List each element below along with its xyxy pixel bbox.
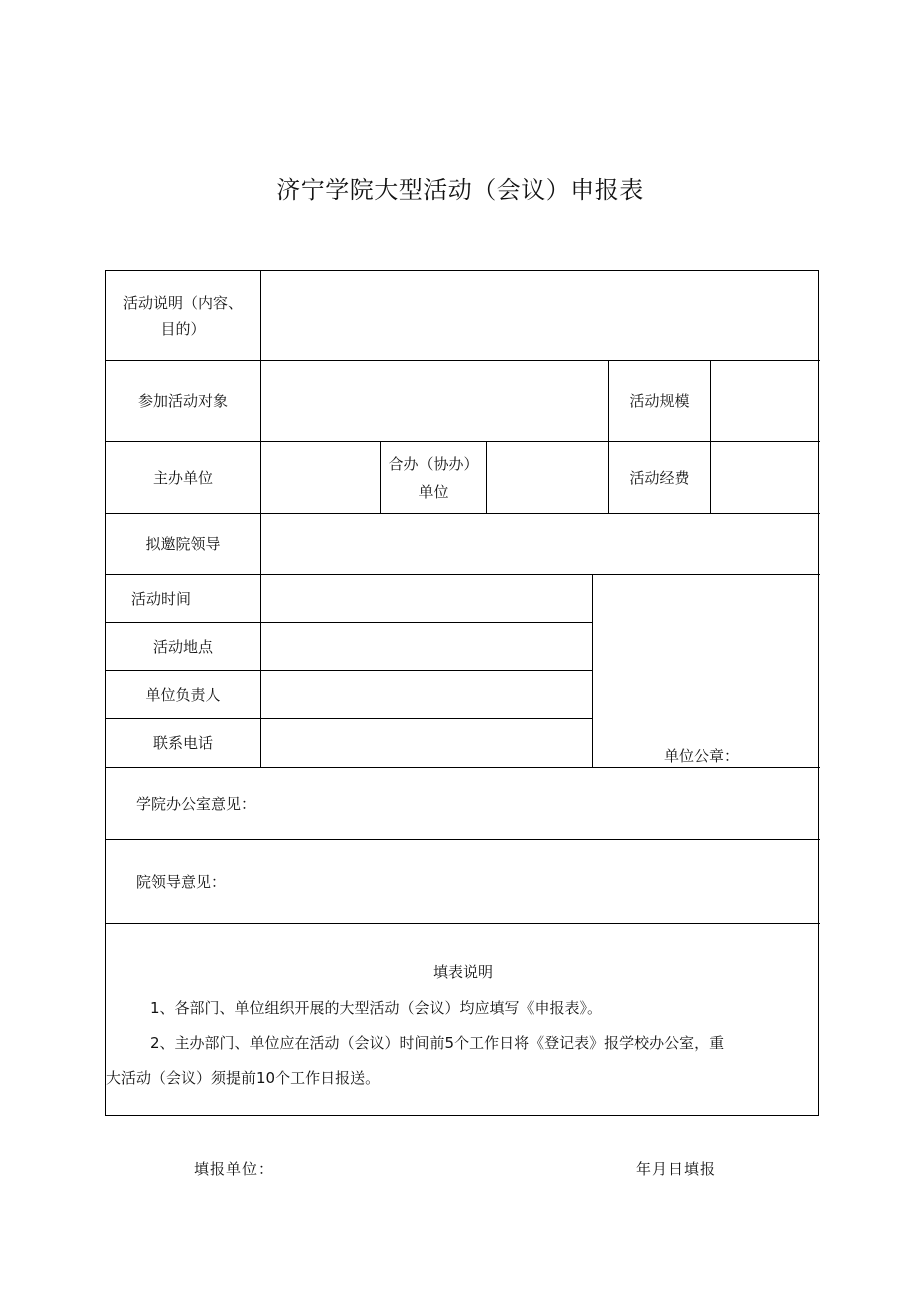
leader-opinion-label: 院领导意见： — [136, 872, 227, 891]
page-title: 济宁学院大型活动（会议）申报表 — [276, 176, 644, 204]
budget-label: 活动经费 — [629, 468, 690, 487]
activity-description-label: 活动说明（内容、目的） — [122, 293, 243, 338]
instruction-item-2-line-2: 大活动（会议）须提前10个工作日报送。 — [106, 1069, 381, 1087]
unit-seal-label: 单位公章： — [664, 747, 740, 765]
co-host-field[interactable] — [487, 442, 608, 513]
host-unit-label: 主办单位 — [152, 468, 213, 487]
application-form-table — [105, 270, 819, 1116]
location-field[interactable] — [261, 623, 592, 670]
leader-opinion-field[interactable] — [256, 840, 820, 923]
participants-label: 参加活动对象 — [137, 392, 228, 410]
phone-field[interactable] — [261, 719, 592, 767]
activity-description-field[interactable] — [261, 271, 820, 360]
scale-label: 活动规模 — [629, 392, 690, 410]
invited-leaders-field[interactable] — [261, 514, 820, 574]
unit-head-field[interactable] — [261, 671, 592, 718]
reporting-unit-label: 填报单位： — [194, 1160, 275, 1178]
row-divider — [106, 923, 820, 924]
host-unit-field[interactable] — [261, 442, 380, 513]
co-host-label-line1: 合办（协办） — [388, 454, 479, 473]
office-opinion-label: 学院办公室意见： — [136, 794, 257, 813]
unit-seal-area[interactable] — [593, 575, 820, 767]
unit-head-label: 单位负责人 — [145, 685, 221, 704]
scale-field[interactable] — [711, 361, 820, 441]
report-date-label: 年月日填报 — [636, 1160, 717, 1178]
instruction-item-2-line-1: 2、主办部门、单位应在活动（会议）时间前5个工作日将《登记表》报学校办公室，重 — [150, 1034, 725, 1052]
instructions-title: 填表说明 — [432, 963, 493, 981]
co-host-label-line2: 单位 — [418, 482, 449, 501]
location-label: 活动地点 — [152, 637, 213, 656]
participants-field[interactable] — [261, 361, 608, 441]
time-field[interactable] — [261, 575, 592, 622]
office-opinion-field[interactable] — [286, 768, 820, 839]
instruction-item-1: 1、各部门、单位组织开展的大型活动（会议）均应填写《申报表》。 — [150, 999, 603, 1017]
invited-leaders-label: 拟邀院领导 — [145, 535, 221, 553]
time-label: 活动时间 — [130, 589, 191, 608]
phone-label: 联系电话 — [152, 734, 213, 752]
co-host-label — [381, 442, 486, 513]
budget-field[interactable] — [711, 442, 820, 513]
